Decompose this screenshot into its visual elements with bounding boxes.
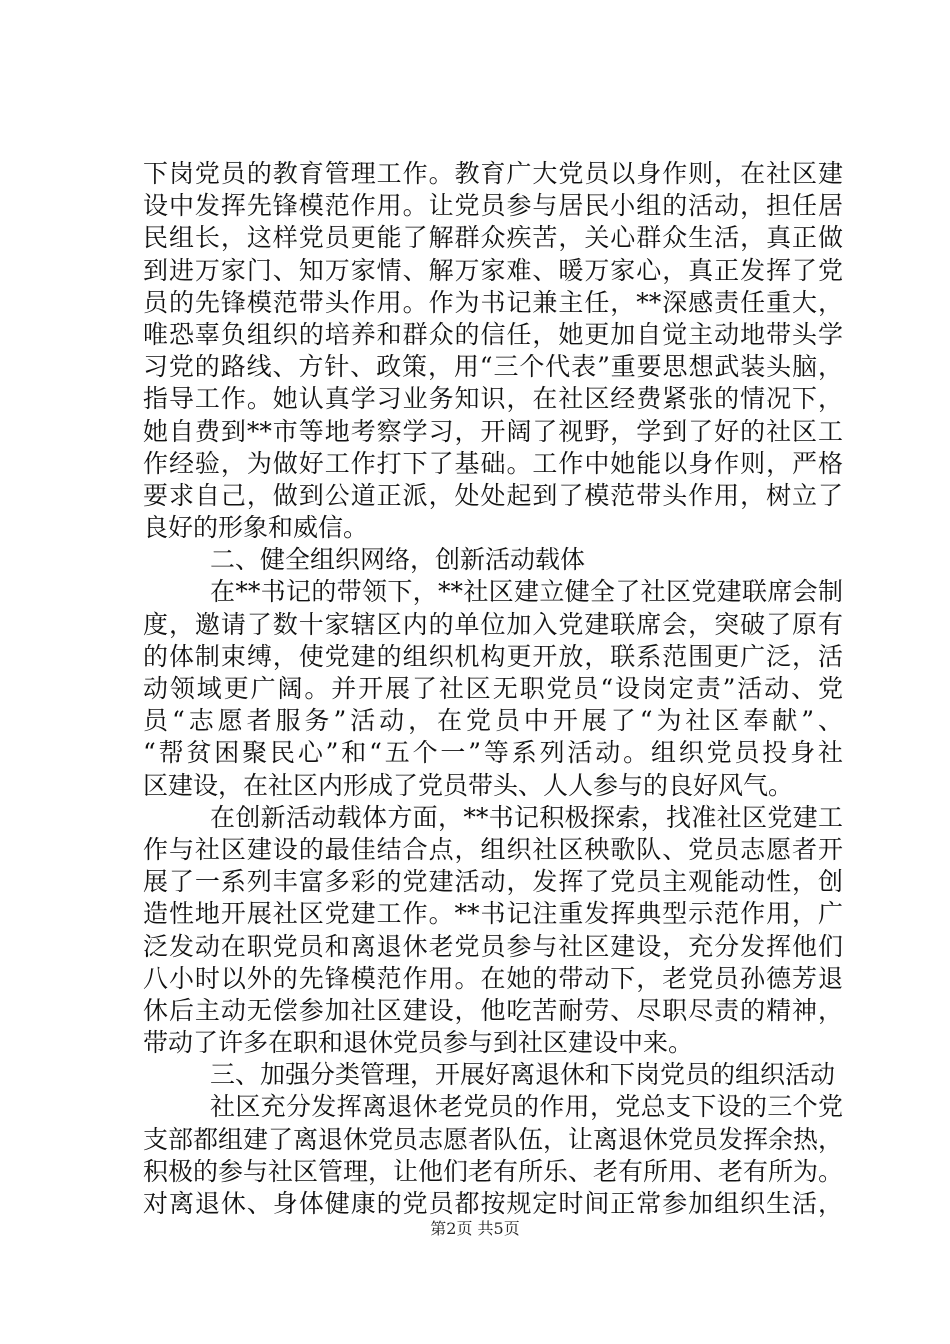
text-line: 作与社区建设的最佳结合点，组织社区秧歌队、党员志愿者开 bbox=[143, 834, 843, 864]
text-line: 民组长，这样党员更能了解群众疾苦，关心群众生活，真正做 bbox=[143, 223, 843, 253]
text-line: 良好的形象和威信。 bbox=[143, 513, 369, 543]
text-line: 二、健全组织网络，创新活动载体 bbox=[210, 545, 586, 575]
text-line: 设中发挥先锋模范作用。让党员参与居民小组的活动，担任居 bbox=[143, 191, 843, 221]
text-line: 要求自己，做到公道正派，处处起到了模范带头作用，树立了 bbox=[143, 480, 843, 510]
document-body bbox=[143, 158, 843, 1220]
text-line: 休后主动无偿参加社区建设，他吃苦耐劳、尽职尽责的精神， bbox=[143, 995, 843, 1025]
text-line: 积极的参与社区管理，让他们老有所乐、老有所用、老有所为。 bbox=[143, 1156, 844, 1186]
text-line: 她自费到**市等地考察学习，开阔了视野，学到了好的社区工 bbox=[143, 416, 843, 446]
page-number-footer: 第2页 共5页 bbox=[430, 1219, 520, 1238]
text-line: 的体制束缚，使党建的组织机构更开放，联系范围更广泛，活 bbox=[143, 641, 843, 671]
text-line: 作经验，为做好工作打下了基础。工作中她能以身作则，严格 bbox=[143, 448, 843, 478]
text-line: 对离退休、身体健康的党员都按规定时间正常参加组织生活， bbox=[143, 1189, 843, 1218]
text-line: 度，邀请了数十家辖区内的单位加入党建联席会，突破了原有 bbox=[143, 609, 843, 639]
text-line: 员的先锋模范带头作用。作为书记兼主任，**深感责任重大， bbox=[143, 287, 843, 317]
text-line: 支部都组建了离退休党员志愿者队伍，让离退休党员发挥余热， bbox=[143, 1124, 844, 1154]
text-line: 习党的路线、方针、政策，用“三个代表”重要思想武装头脑， bbox=[143, 352, 843, 382]
text-line: 唯恐辜负组织的培养和群众的信任，她更加自觉主动地带头学 bbox=[143, 319, 843, 349]
text-line: 社区充分发挥离退休老党员的作用，党总支下设的三个党 bbox=[210, 1092, 843, 1122]
text-line: 造性地开展社区党建工作。**书记注重发挥典型示范作用，广 bbox=[143, 899, 843, 929]
text-line: 在创新活动载体方面，**书记积极探索，找准社区党建工 bbox=[210, 802, 843, 832]
text-line: 泛发动在职党员和离退休老党员参与社区建设，充分发挥他们 bbox=[143, 931, 843, 961]
text-line: 员“志愿者服务”活动，在党员中开展了“为社区奉献”、 bbox=[143, 706, 843, 736]
text-line: 动领域更广阔。并开展了社区无职党员“设岗定责”活动、党 bbox=[143, 674, 843, 703]
text-line: 三、加强分类管理，开展好离退休和下岗党员的组织活动 bbox=[210, 1060, 836, 1090]
text-line: 带动了许多在职和退休党员参与到社区建设中来。 bbox=[143, 1028, 694, 1058]
text-line: 到进万家门、知万家情、解万家难、暖万家心，真正发挥了党 bbox=[143, 255, 843, 285]
text-line: 展了一系列丰富多彩的党建活动，发挥了党员主观能动性，创 bbox=[143, 867, 843, 897]
text-line: 下岗党员的教育管理工作。教育广大党员以身作则，在社区建 bbox=[143, 159, 843, 188]
text-line: 八小时以外的先锋模范作用。在她的带动下，老党员孙德芳退 bbox=[143, 963, 843, 993]
text-line: 在**书记的带领下，**社区建立健全了社区党建联席会制 bbox=[210, 577, 843, 607]
text-line: “帮贫困聚民心”和“五个一”等系列活动。组织党员投身社 bbox=[143, 738, 843, 768]
text-line: 指导工作。她认真学习业务知识，在社区经费紧张的情况下， bbox=[143, 384, 843, 414]
text-line: 区建设，在社区内形成了党员带头、人人参与的良好风气。 bbox=[143, 770, 794, 800]
